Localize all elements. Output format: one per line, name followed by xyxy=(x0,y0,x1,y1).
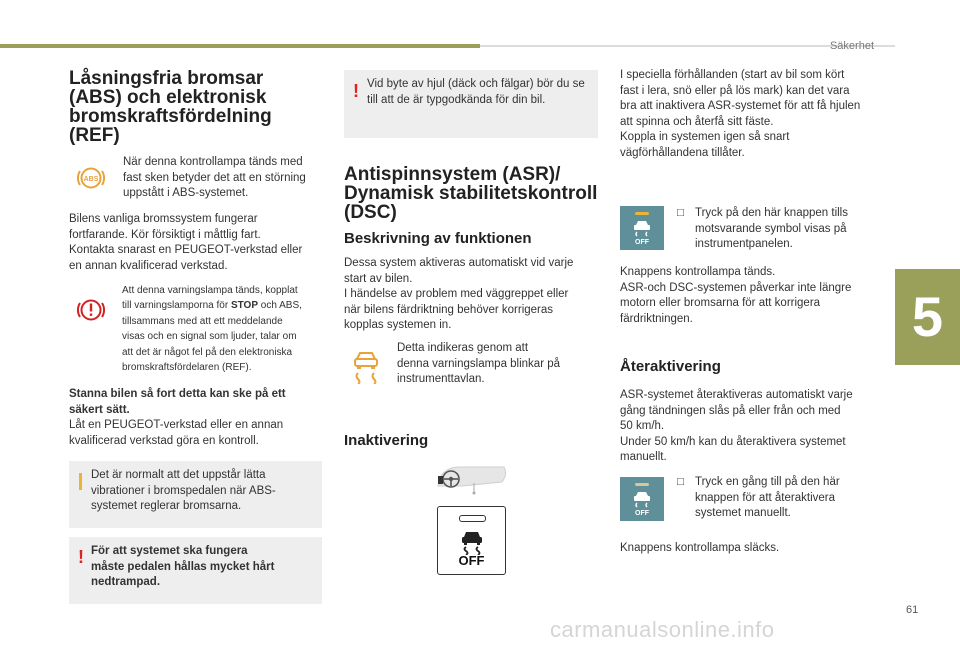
lamp-on-paragraph: Knappens kontrollampa tänds. ASR-och DSC-systemen påverkar inte längre motorn eller bromsarna för att korrigera färdriktningen. xyxy=(620,266,852,325)
deactivate-step: Tryck på den här knappen tills motsvarande symbol visas på instrumentpanelen. xyxy=(695,207,848,250)
stop-instruction: Stanna bilen så fort detta kan ske på ett säkert sätt. Låt en PEUGEOT-verkstad eller en annan kvalificerad verkstad göra en kontroll. xyxy=(69,388,286,447)
ref-alert-text: Att denna varningslampa tänds, kopplat till varningslamporna för STOP och ABS, tillsammans med att ett meddelande visas och en signal som ljuder, talar om att det är något fel på den elektroniska bromskraftsfördelaren (REF). xyxy=(122,285,302,374)
abs-section-title: Låsningsfria bromsar (ABS) och elektronisk bromskraftsfördelning (REF) xyxy=(69,68,272,146)
info-box-abs: Det är normalt att det uppstår lätta vibrationer i bromspedalen när ABS- systemet reglerar bromsarna. xyxy=(69,461,322,528)
abs-lamp-description: När denna kontrollampa tänds med fast sken betyder det att en störning uppstått i ABS-systemet. xyxy=(123,156,306,199)
section-label: Säkerhet xyxy=(829,40,874,52)
header-accent-bar xyxy=(0,44,480,48)
page-number: 61 xyxy=(906,604,919,616)
abs-paragraph: Bilens vanliga bromssystem fungerar fortfarande. Kör försiktigt i måttlig fart. Kontakta snarast en PEUGEOT-verkstad eller en annan kvalificerad verkstad. xyxy=(69,213,303,272)
off-label: OFF xyxy=(458,553,485,568)
warning-box-pedal: ! För att systemet ska fungera måste pedalen hållas mycket hårt nedtrampad. xyxy=(69,537,322,604)
warning-exclamation-icon: ! xyxy=(78,547,84,567)
chapter-tab: 5 xyxy=(895,269,960,365)
warning-exclamation-icon: ! xyxy=(353,81,359,101)
dsc-off-button-large[interactable] xyxy=(437,506,506,575)
dsc-skid-icon xyxy=(350,348,382,384)
warning-box-wheels: ! Vid byte av hjul (däck och fälgar) bör du se till att de är typgodkända för din bil. xyxy=(344,70,598,138)
lamp-off-paragraph: Knappens kontrollampa släcks. xyxy=(620,542,780,554)
dsc-off-button-icon: OFF xyxy=(620,206,664,250)
function-description: Dessa system aktiveras automatiskt vid varje start av bilen. I händelse av problem med väggreppet eller när bilens färdriktning behöver korrigeras kopplas systemen in. xyxy=(344,257,574,331)
dsc-off-button-icon: OFF xyxy=(620,477,664,521)
steering-wheel-icon xyxy=(436,466,508,496)
reactivation-paragraph: ASR-systemet återaktiveras automatiskt varje gång tändningen slås på eller från och med 50 km/h. Under 50 km/h kan du återaktivera systemet manuellt. xyxy=(620,389,853,463)
bullet-marker: □ xyxy=(677,476,684,488)
dsc-lamp-description: Detta indikeras genom att denna varningslampa blinkar på instrumenttavlan. xyxy=(397,342,561,385)
function-subtitle: Beskrivning av funktionen xyxy=(344,230,532,247)
reactivation-title: Återaktivering xyxy=(620,358,721,375)
watermark: carmanualsonline.info xyxy=(550,617,775,642)
svg-text:ABS: ABS xyxy=(83,176,99,183)
button-led xyxy=(459,515,486,522)
bullet-marker: □ xyxy=(677,207,684,219)
asr-dsc-section-title: Antispinnsystem (ASR)/ Dynamisk stabilitetskontroll (DSC) xyxy=(344,164,598,223)
deactivation-title: Inaktivering xyxy=(344,432,429,449)
info-icon xyxy=(79,473,82,490)
special-conditions-paragraph: I speciella förhållanden (start av bil som kört fast i lera, snö eller på lös mark) kan det vara bra att inaktivera ASR-systemet för att få hjulen att spinna och återfå sitt fäste. Koppla in systemen igen så snart vägförhållandena tillåter. xyxy=(620,69,861,159)
abs-warning-icon xyxy=(75,162,107,194)
dashboard-illustration xyxy=(436,466,508,501)
brake-alert-icon xyxy=(75,295,107,325)
reactivate-step: Tryck en gång till på den här knappen för att återaktivera systemet manuellt. xyxy=(695,476,840,519)
